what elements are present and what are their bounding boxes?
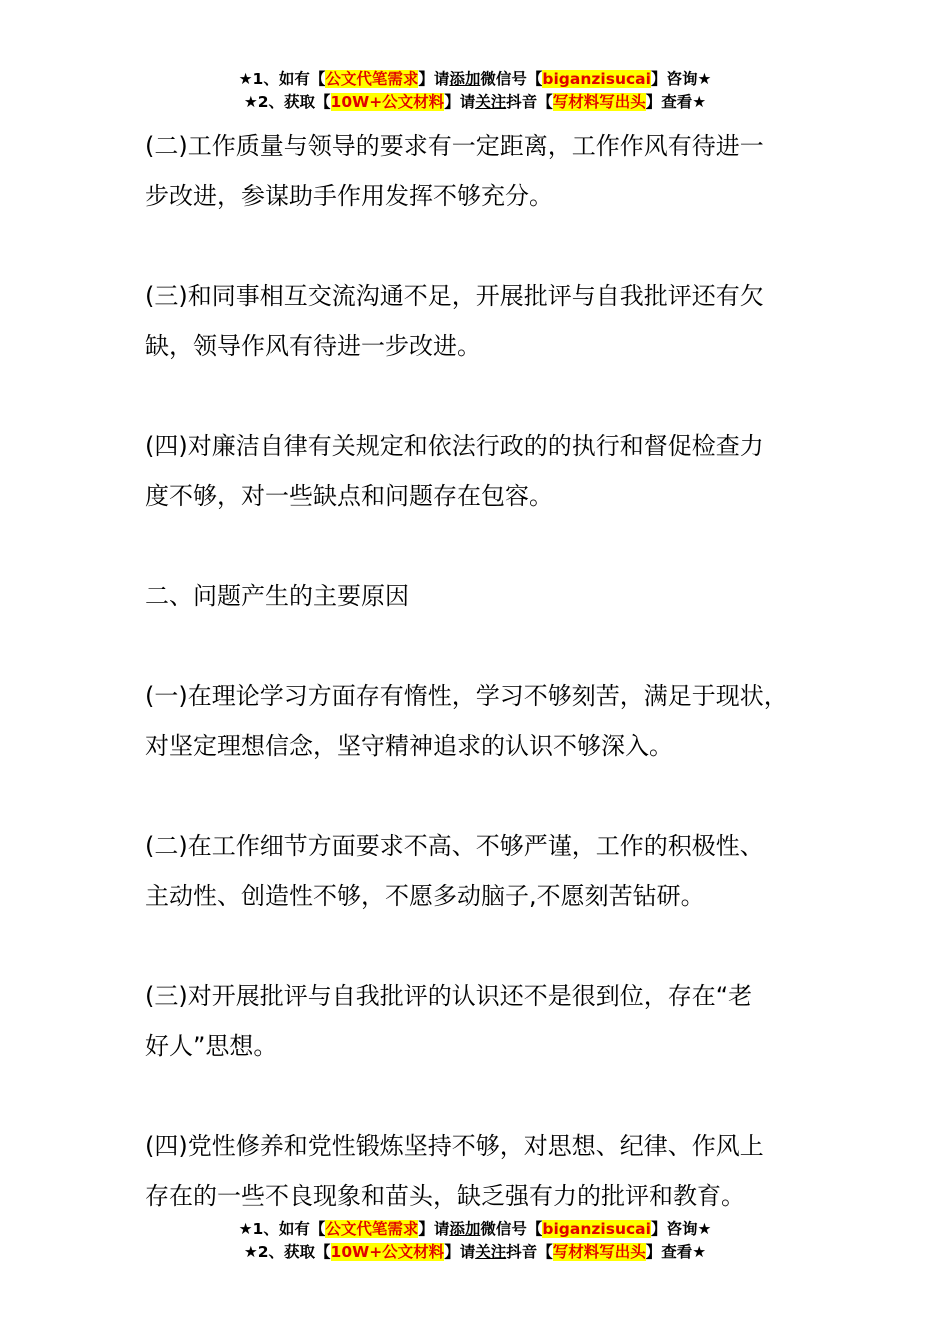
paragraph: (三)和同事相互交流沟通不足，开展批评与自我批评还有欠 缺，领导作风有待进一步改进。	[145, 282, 764, 360]
highlight-wechat-id: biganzisucai	[542, 1220, 651, 1238]
section-heading: 二、问题产生的主要原因	[145, 582, 409, 610]
banner-line-1: ★1、如有【公文代笔需求】请添加微信号【biganzisucai】咨询★	[238, 70, 712, 88]
paragraph: (三)对开展批评与自我批评的认识还不是很到位，存在“老 好人”思想。	[145, 982, 753, 1060]
highlight-service: 公文代笔需求	[325, 70, 419, 88]
highlight-douyin-account: 写材料写出头	[552, 93, 646, 111]
paragraph: (四)党性修养和党性锻炼坚持不够，对思想、纪律、作风上 存在的一些不良现象和苗头，缺乏强有力的批评和教育。	[145, 1132, 764, 1210]
highlight-service: 公文代笔需求	[325, 1220, 419, 1238]
banner-line-1: ★1、如有【公文代笔需求】请添加微信号【biganzisucai】咨询★	[238, 1220, 712, 1238]
highlight-wechat-id: biganzisucai	[542, 70, 651, 88]
paragraph: (四)对廉洁自律有关规定和依法行政的的执行和督促检查力 度不够，对一些缺点和问题存在包容。	[145, 432, 764, 510]
paragraph: (二)工作质量与领导的要求有一定距离，工作作风有待进一 步改进，参谋助手作用发挥不够充分。	[145, 132, 764, 210]
highlight-materials: 10W+公文材料	[330, 93, 445, 111]
banner-line-2: ★2、获取【10W+公文材料】请关注抖音【写材料写出头】查看★	[243, 93, 707, 111]
paragraph: (一)在理论学习方面存有惰性，学习不够刻苦，满足于现状， 对坚定理想信念，坚守精神追求的认识不够深入。	[145, 682, 788, 760]
footer-banner	[0, 1218, 950, 1264]
highlight-materials: 10W+公文材料	[330, 1243, 445, 1261]
highlight-douyin-account: 写材料写出头	[552, 1243, 646, 1261]
document-body	[145, 121, 835, 1221]
banner-line-2: ★2、获取【10W+公文材料】请关注抖音【写材料写出头】查看★	[243, 1243, 707, 1261]
paragraph: (二)在工作细节方面要求不高、不够严谨，工作的积极性、 主动性、创造性不够，不愿多动脑子,不愿刻苦钻研。	[145, 832, 764, 910]
header-banner	[0, 68, 950, 114]
